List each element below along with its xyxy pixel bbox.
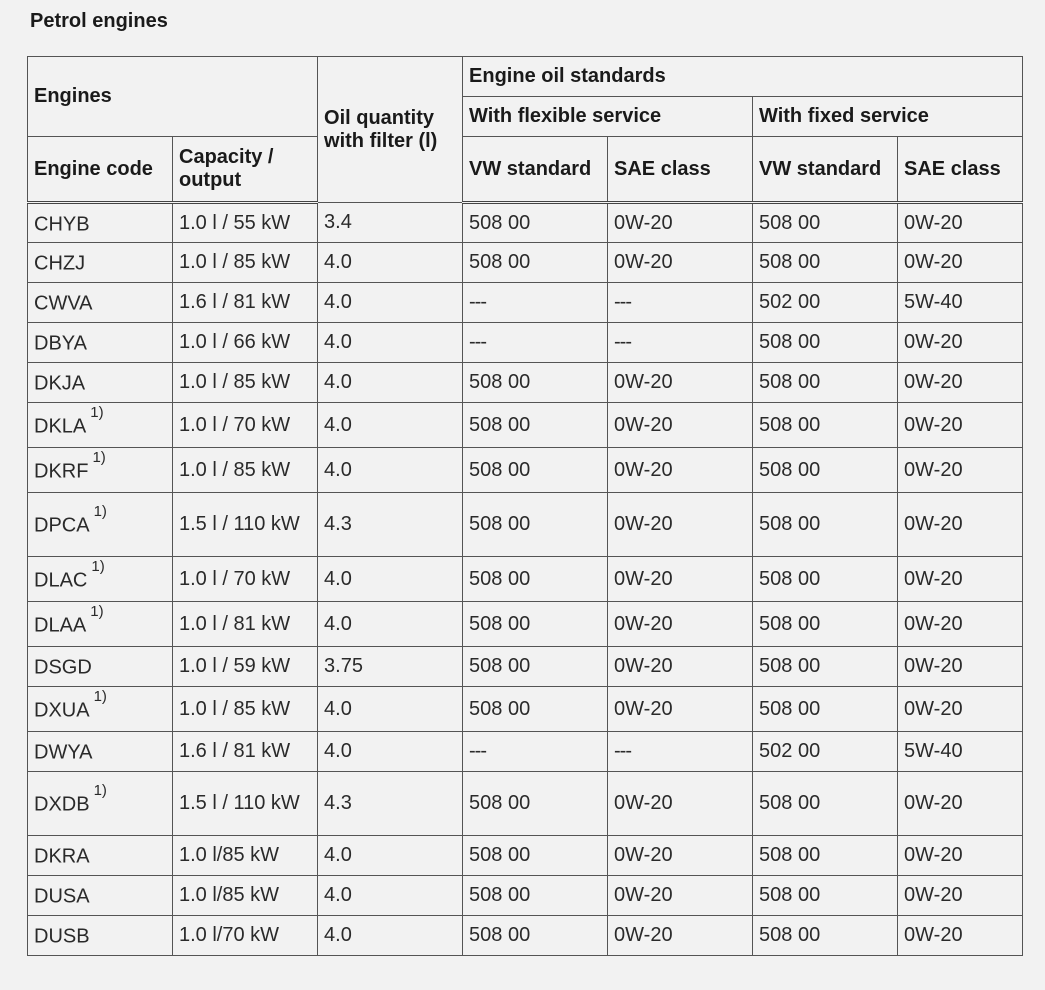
- table-row: [28, 363, 1023, 403]
- flex-vw-cell: 508 00: [463, 243, 608, 283]
- capacity-cell: 1.0 l / 85 kW: [173, 363, 318, 403]
- footnote-marker: 1): [90, 403, 104, 421]
- oil-quantity-cell: 4.0: [318, 836, 463, 876]
- flex-sae-cell: 0W-20: [608, 363, 753, 403]
- fixed-vw-cell: 508 00: [753, 687, 898, 732]
- flex-sae-cell: 0W-20: [608, 916, 753, 956]
- oil-quantity-cell: 4.0: [318, 687, 463, 732]
- oil-quantity-cell: 3.4: [318, 203, 463, 243]
- capacity-cell: 1.0 l / 70 kW: [173, 403, 318, 448]
- header-flex-vw-standard: VW standard: [463, 137, 608, 203]
- flex-vw-cell: 508 00: [463, 493, 608, 557]
- fixed-vw-cell: 508 00: [753, 243, 898, 283]
- oil-quantity-cell: 3.75: [318, 647, 463, 687]
- flex-vw-cell: 508 00: [463, 836, 608, 876]
- header-fixed-sae-class: SAE class: [898, 137, 1023, 203]
- oil-quantity-cell: 4.3: [318, 493, 463, 557]
- flex-vw-cell: 508 00: [463, 876, 608, 916]
- header-flexible-service: With flexible service: [463, 97, 753, 137]
- header-oil-standards: Engine oil standards: [463, 57, 1023, 97]
- flex-vw-cell: 508 00: [463, 916, 608, 956]
- capacity-cell: 1.0 l/70 kW: [173, 916, 318, 956]
- capacity-cell: 1.0 l / 66 kW: [173, 323, 318, 363]
- table-row: [28, 772, 1023, 836]
- oil-quantity-cell: 4.3: [318, 772, 463, 836]
- flex-vw-cell: 508 00: [463, 647, 608, 687]
- fixed-vw-cell: 508 00: [753, 403, 898, 448]
- fixed-sae-cell: 0W-20: [898, 203, 1023, 243]
- fixed-vw-cell: 502 00: [753, 732, 898, 772]
- engine-code-cell: [28, 876, 173, 916]
- table-row: [28, 448, 1023, 493]
- engine-code: DKLA: [34, 415, 87, 438]
- engine-code: DUSA: [34, 885, 90, 908]
- capacity-cell: 1.0 l / 85 kW: [173, 243, 318, 283]
- fixed-vw-cell: 508 00: [753, 363, 898, 403]
- engine-code-cell: [28, 836, 173, 876]
- oil-quantity-cell: 4.0: [318, 557, 463, 602]
- engine-code: DLAA: [34, 614, 87, 637]
- flex-sae-cell: ---: [608, 323, 753, 363]
- oil-quantity-cell: 4.0: [318, 363, 463, 403]
- engine-code-cell: [28, 732, 173, 772]
- fixed-sae-cell: 0W-20: [898, 647, 1023, 687]
- flex-vw-cell: 508 00: [463, 557, 608, 602]
- engine-code: DUSB: [34, 925, 90, 948]
- fixed-vw-cell: 508 00: [753, 323, 898, 363]
- header-fixed-vw-standard: VW standard: [753, 137, 898, 203]
- oil-quantity-cell: 4.0: [318, 602, 463, 647]
- fixed-vw-cell: 508 00: [753, 772, 898, 836]
- fixed-sae-cell: 0W-20: [898, 772, 1023, 836]
- fixed-sae-cell: 0W-20: [898, 836, 1023, 876]
- table-row: [28, 323, 1023, 363]
- engine-oil-table: [27, 56, 1023, 956]
- oil-quantity-cell: 4.0: [318, 448, 463, 493]
- fixed-vw-cell: 508 00: [753, 557, 898, 602]
- footnote-marker: 1): [93, 782, 107, 800]
- table-row: [28, 557, 1023, 602]
- engine-code-cell: [28, 283, 173, 323]
- engine-code-cell: [28, 363, 173, 403]
- fixed-sae-cell: 0W-20: [898, 243, 1023, 283]
- engine-code-cell: [28, 403, 173, 448]
- engine-code: DKRF: [34, 460, 89, 483]
- engine-code-cell: [28, 916, 173, 956]
- engine-code-cell: [28, 557, 173, 602]
- fixed-sae-cell: 5W-40: [898, 283, 1023, 323]
- engine-code: DLAC: [34, 569, 88, 592]
- flex-sae-cell: 0W-20: [608, 557, 753, 602]
- table-row: [28, 876, 1023, 916]
- table-row: [28, 283, 1023, 323]
- engine-code-cell: [28, 772, 173, 836]
- footnote-marker: 1): [91, 557, 105, 575]
- flex-vw-cell: 508 00: [463, 403, 608, 448]
- engine-code-cell: [28, 687, 173, 732]
- header-engine-code: Engine code: [28, 137, 173, 203]
- oil-quantity-cell: 4.0: [318, 243, 463, 283]
- fixed-sae-cell: 0W-20: [898, 687, 1023, 732]
- engine-code-cell: [28, 323, 173, 363]
- oil-quantity-cell: 4.0: [318, 403, 463, 448]
- engine-code-cell: [28, 493, 173, 557]
- capacity-cell: 1.0 l / 85 kW: [173, 687, 318, 732]
- flex-vw-cell: 508 00: [463, 448, 608, 493]
- fixed-vw-cell: 508 00: [753, 602, 898, 647]
- table-body: [28, 203, 1023, 956]
- engine-code: DSGD: [34, 656, 92, 679]
- table-row: [28, 647, 1023, 687]
- table-row: [28, 687, 1023, 732]
- engine-code: DKRA: [34, 845, 90, 868]
- header-oil-quantity: Oil quantity with filter (l): [318, 57, 463, 203]
- engine-code: CHZJ: [34, 252, 86, 275]
- flex-vw-cell: 508 00: [463, 687, 608, 732]
- flex-vw-cell: 508 00: [463, 203, 608, 243]
- fixed-vw-cell: 508 00: [753, 916, 898, 956]
- capacity-cell: 1.5 l / 110 kW: [173, 772, 318, 836]
- oil-quantity-cell: 4.0: [318, 916, 463, 956]
- footnote-marker: 1): [93, 503, 107, 521]
- fixed-vw-cell: 502 00: [753, 283, 898, 323]
- fixed-sae-cell: 0W-20: [898, 876, 1023, 916]
- fixed-vw-cell: 508 00: [753, 448, 898, 493]
- flex-sae-cell: 0W-20: [608, 243, 753, 283]
- table-row: [28, 836, 1023, 876]
- fixed-sae-cell: 0W-20: [898, 557, 1023, 602]
- capacity-cell: 1.0 l / 59 kW: [173, 647, 318, 687]
- table-row: [28, 403, 1023, 448]
- fixed-sae-cell: 0W-20: [898, 403, 1023, 448]
- capacity-cell: 1.0 l/85 kW: [173, 876, 318, 916]
- fixed-sae-cell: 5W-40: [898, 732, 1023, 772]
- header-fixed-service: With fixed service: [753, 97, 1023, 137]
- header-engines: Engines: [28, 57, 318, 137]
- engine-code: CWVA: [34, 292, 93, 315]
- flex-vw-cell: ---: [463, 732, 608, 772]
- flex-sae-cell: 0W-20: [608, 772, 753, 836]
- table-row: [28, 243, 1023, 283]
- flex-vw-cell: ---: [463, 283, 608, 323]
- fixed-sae-cell: 0W-20: [898, 916, 1023, 956]
- flex-sae-cell: 0W-20: [608, 602, 753, 647]
- header-flex-sae-class: SAE class: [608, 137, 753, 203]
- engine-code: CHYB: [34, 213, 90, 236]
- capacity-cell: 1.0 l / 70 kW: [173, 557, 318, 602]
- capacity-cell: 1.0 l / 81 kW: [173, 602, 318, 647]
- oil-quantity-cell: 4.0: [318, 323, 463, 363]
- fixed-sae-cell: 0W-20: [898, 602, 1023, 647]
- fixed-vw-cell: 508 00: [753, 203, 898, 243]
- flex-sae-cell: ---: [608, 732, 753, 772]
- footnote-marker: 1): [92, 448, 106, 466]
- engine-code: DXUA: [34, 699, 90, 722]
- header-capacity: Capacity / output: [173, 137, 318, 203]
- flex-sae-cell: 0W-20: [608, 647, 753, 687]
- oil-quantity-cell: 4.0: [318, 283, 463, 323]
- fixed-sae-cell: 0W-20: [898, 363, 1023, 403]
- fixed-vw-cell: 508 00: [753, 836, 898, 876]
- flex-sae-cell: ---: [608, 283, 753, 323]
- capacity-cell: 1.0 l / 55 kW: [173, 203, 318, 243]
- engine-code-cell: [28, 647, 173, 687]
- table-row: [28, 203, 1023, 243]
- table-row: [28, 916, 1023, 956]
- flex-vw-cell: ---: [463, 323, 608, 363]
- flex-sae-cell: 0W-20: [608, 876, 753, 916]
- engine-code-cell: [28, 448, 173, 493]
- engine-code-cell: [28, 602, 173, 647]
- flex-vw-cell: 508 00: [463, 363, 608, 403]
- fixed-sae-cell: 0W-20: [898, 493, 1023, 557]
- flex-sae-cell: 0W-20: [608, 687, 753, 732]
- capacity-cell: 1.5 l / 110 kW: [173, 493, 318, 557]
- oil-quantity-cell: 4.0: [318, 876, 463, 916]
- table-row: [28, 493, 1023, 557]
- flex-vw-cell: 508 00: [463, 602, 608, 647]
- capacity-cell: 1.6 l / 81 kW: [173, 283, 318, 323]
- footnote-marker: 1): [93, 687, 107, 705]
- flex-vw-cell: 508 00: [463, 772, 608, 836]
- oil-quantity-cell: 4.0: [318, 732, 463, 772]
- page-title: Petrol engines: [30, 10, 168, 32]
- engine-code-cell: [28, 243, 173, 283]
- capacity-cell: 1.0 l/85 kW: [173, 836, 318, 876]
- fixed-sae-cell: 0W-20: [898, 448, 1023, 493]
- engine-code: DXDB: [34, 793, 90, 816]
- engine-code: DWYA: [34, 741, 93, 764]
- fixed-sae-cell: 0W-20: [898, 323, 1023, 363]
- fixed-vw-cell: 508 00: [753, 876, 898, 916]
- flex-sae-cell: 0W-20: [608, 448, 753, 493]
- engine-code: DKJA: [34, 372, 86, 395]
- engine-code: DPCA: [34, 514, 90, 537]
- fixed-vw-cell: 508 00: [753, 647, 898, 687]
- capacity-cell: 1.0 l / 85 kW: [173, 448, 318, 493]
- engine-code-cell: [28, 203, 173, 243]
- table-row: [28, 602, 1023, 647]
- footnote-marker: 1): [90, 602, 104, 620]
- table-row: [28, 732, 1023, 772]
- fixed-vw-cell: 508 00: [753, 493, 898, 557]
- flex-sae-cell: 0W-20: [608, 493, 753, 557]
- capacity-cell: 1.6 l / 81 kW: [173, 732, 318, 772]
- engine-code: DBYA: [34, 332, 87, 355]
- flex-sae-cell: 0W-20: [608, 403, 753, 448]
- flex-sae-cell: 0W-20: [608, 836, 753, 876]
- flex-sae-cell: 0W-20: [608, 203, 753, 243]
